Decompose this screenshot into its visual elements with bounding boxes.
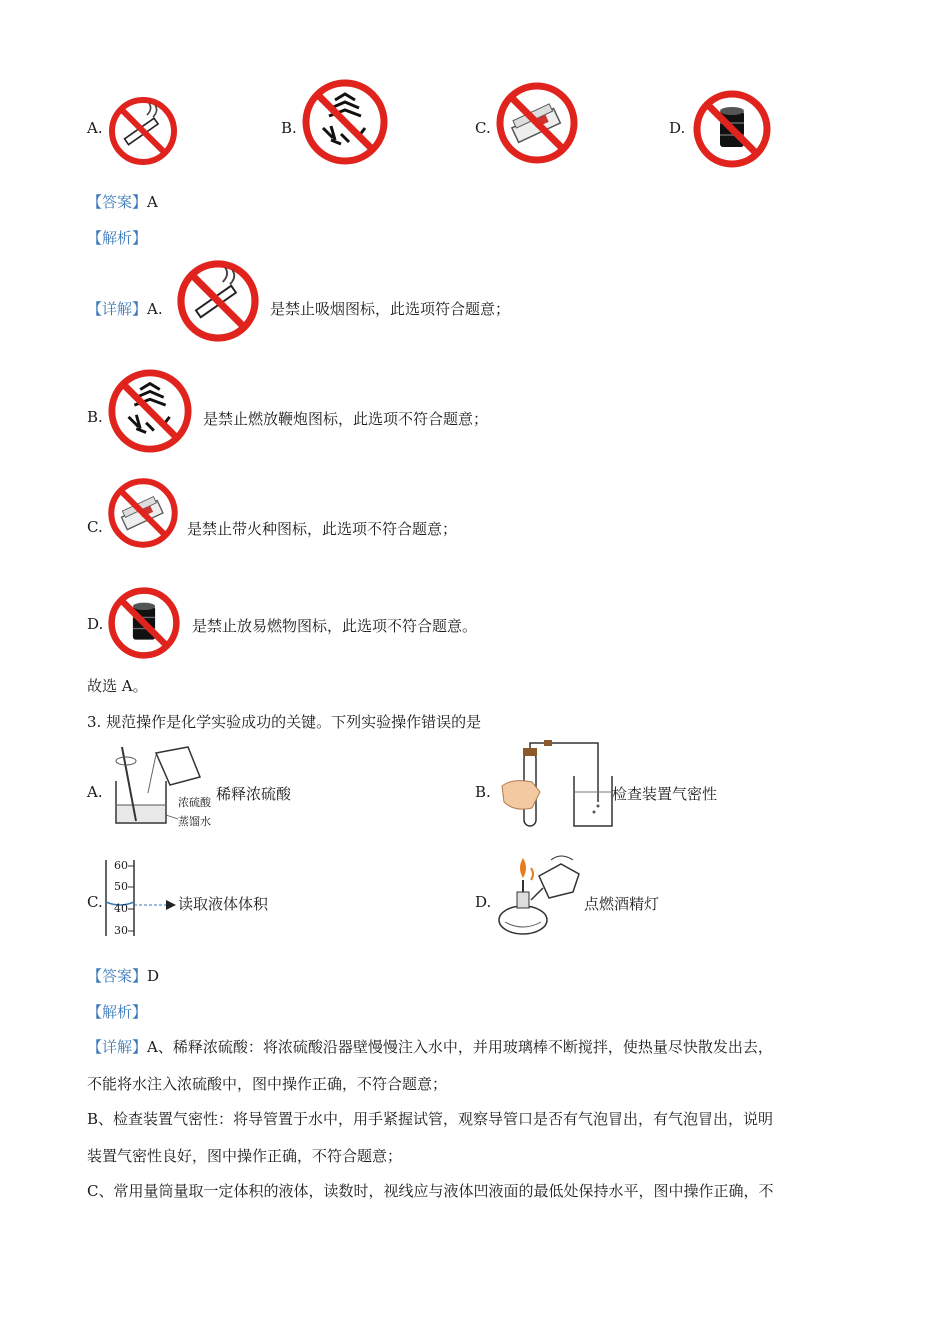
tick-40: 40 <box>114 902 128 915</box>
airtightness-check-figure <box>494 740 614 830</box>
option-a-label: A. <box>87 119 103 137</box>
no-matches-icon <box>495 81 579 165</box>
conclusion: 故选 A。 <box>87 677 148 695</box>
no-smoking-icon <box>107 95 179 167</box>
q3-detail-line-5: C、常用量筒量取一定体积的液体，读数时，视线应与液体凹液面的最低处保持水平，图中操作正确，不 <box>87 1182 774 1200</box>
detail-tag: 【详解】 <box>87 1038 148 1056</box>
q3-option-b-prefix: B. <box>475 783 491 801</box>
q3-option-d-prefix: D. <box>475 893 492 911</box>
no-firecrackers-icon <box>301 78 389 166</box>
detail-b-prefix: B. <box>87 408 103 426</box>
detail-c-text: 是禁止带火种图标，此选项不符合题意； <box>187 520 458 538</box>
option-b-label: B. <box>281 119 297 137</box>
no-flammables-icon <box>107 586 181 660</box>
q3-detail-line-2: 不能将水注入浓硫酸中，图中操作正确，不符合题意； <box>87 1075 448 1093</box>
detail-a-text: 是禁止吸烟图标，此选项符合题意； <box>270 300 511 318</box>
label-distilled-water: 蒸馏水 <box>178 815 211 828</box>
detail-tag: 【详解】 <box>87 300 148 318</box>
detail-a-prefix: A. <box>147 300 163 318</box>
tick-60: 60 <box>114 859 128 872</box>
q2-answer-line <box>87 191 158 212</box>
q3-option-d-text: 点燃酒精灯 <box>584 895 660 913</box>
q3-option-a-text: 稀释浓硫酸 <box>216 785 292 803</box>
answer-tag: 【答案】 <box>87 193 148 211</box>
option-d-label: D. <box>669 119 686 137</box>
tick-50: 50 <box>114 880 128 893</box>
q3-option-b-text: 检查装置气密性 <box>612 785 718 803</box>
answer-value: A <box>147 193 158 211</box>
q3-option-c-prefix: C. <box>87 893 103 911</box>
detail-a-line <box>87 298 163 319</box>
answer-tag: 【答案】 <box>87 967 148 985</box>
no-firecrackers-icon <box>107 368 193 454</box>
detail-d-prefix: D. <box>87 615 104 633</box>
tick-30: 30 <box>114 924 128 937</box>
answer-value: D <box>147 967 160 985</box>
q3-option-c-text: 读取液体体积 <box>178 895 269 913</box>
question-3-stem: 3. 规范操作是化学实验成功的关键。下列实验操作错误的是 <box>87 713 482 731</box>
analysis-tag: 【解析】 <box>87 1003 148 1021</box>
label-concentrated-acid: 浓硫酸 <box>178 796 211 809</box>
q3-option-a-prefix: A. <box>87 783 103 801</box>
no-flammables-icon <box>692 89 772 169</box>
q3-detail-line-3: B、检查装置气密性：将导管置于水中，用手紧握试管，观察导管口是否有气泡冒出，有气泡冒出，说明 <box>87 1110 774 1128</box>
alcohol-lamp-figure <box>495 850 585 938</box>
q3-answer-line <box>87 965 159 986</box>
q3-detail-line-4: 装置气密性良好，图中操作正确，不符合题意； <box>87 1147 403 1165</box>
detail-d-text: 是禁止放易燃物图标，此选项不符合题意。 <box>192 617 478 635</box>
no-matches-icon <box>107 477 179 549</box>
q3-detail-line-1 <box>87 1036 773 1057</box>
detail-c-prefix: C. <box>87 518 103 536</box>
analysis-tag: 【解析】 <box>87 229 148 247</box>
no-smoking-icon <box>175 258 261 344</box>
detail-text-1: A、稀释浓硫酸：将浓硫酸沿器壁慢慢注入水中，并用玻璃棒不断搅拌，使热量尽快散发出去， <box>147 1038 773 1056</box>
option-c-label: C. <box>475 119 491 137</box>
detail-b-text: 是禁止燃放鞭炮图标，此选项不符合题意； <box>203 410 489 428</box>
